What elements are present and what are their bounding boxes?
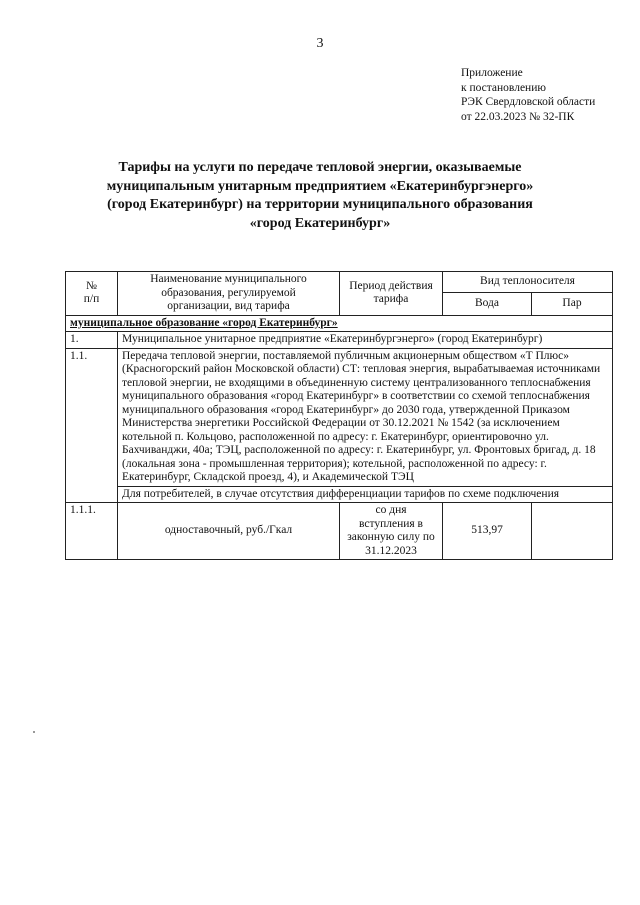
header-carrier: Вид теплоносителя [443,272,613,293]
header-row [66,272,613,293]
tariff-num: 1.1.1. [66,503,118,560]
appendix-line: к постановлению [461,81,546,94]
tariff-period: со дня вступления в законную силу по 31.12.2023 [340,503,443,560]
appendix-line: Приложение [461,67,523,79]
page-number: 3 [316,36,324,51]
header-steam: Пар [532,292,613,315]
title-line: Тарифы на услуги по передаче тепловой энергии, оказываемые [118,160,522,175]
appendix-line: РЭК Свердловской области [461,96,596,109]
scan-speck [33,731,35,733]
org-row [66,332,613,349]
tariff-row [66,503,613,560]
tariff-steam-value [532,503,613,560]
municipality-cell: муниципальное образование «город Екатеринбург» [66,315,613,332]
header-num: № п/п [66,272,118,316]
consumers-row [66,486,613,503]
tariff-water-value: 513,97 [443,503,532,560]
appendix-date: от 22.03.2023 № 32-ПК [461,110,575,123]
title-line: (город Екатеринбург) на территории муниципального образования [107,197,533,212]
header-water: Вода [443,292,532,315]
tariff-type: одноставочный, руб./Гкал [118,503,340,560]
tariff-table [65,271,613,560]
service-num: 1.1. [66,348,118,503]
title-line: «город Екатеринбург» [249,215,391,231]
document-title [60,159,580,233]
header-name: Наименование муниципального образования, регулируемой организации, вид тарифа [118,272,340,316]
service-description: Передача тепловой энергии, поставляемой публичным акционерным обществом «Т Плюс» (Красногорский район Московской области) СТ: тепловая энергия, вырабатываемая источниками тепловой энергии, не входящими в объединенную систему централизованного теплоснабжения муниципального образования «город Екатеринбург» в соответствии со схемой теплоснабжения муниципального образования «город Екатеринбург» до 2030 года, утвержденной Приказом Министерства энергетики Российской Федерации от 30.12.2021 № 1542 (за исключением котельной п. Кольцово, расположенной по адресу: г. Екатеринбург, ориентировочно ул. Бахчиванджи, 40а; ТЭЦ, расположенной по адресу: г. Екатеринбург, ул. Фронтовых бригад, д. 18 (локальная зона - промышленная территория); котельной, расположенной по адресу: г. Екатеринбург, Складской проезд, 4), и Академической ТЭЦ [118,348,613,486]
org-name: Муниципальное унитарное предприятие «Екатеринбургэнерго» (город Екатеринбург) [118,332,613,349]
header-period: Период действия тарифа [340,272,443,316]
municipality-row [66,315,613,332]
consumers-cell: Для потребителей, в случае отсутствия дифференциации тарифов по схеме подключения [118,486,613,503]
title-line: муниципальным унитарным предприятием «Екатеринбургэнерго» [106,178,534,194]
appendix-block [461,66,595,124]
org-num: 1. [66,332,118,349]
service-row [66,348,613,486]
